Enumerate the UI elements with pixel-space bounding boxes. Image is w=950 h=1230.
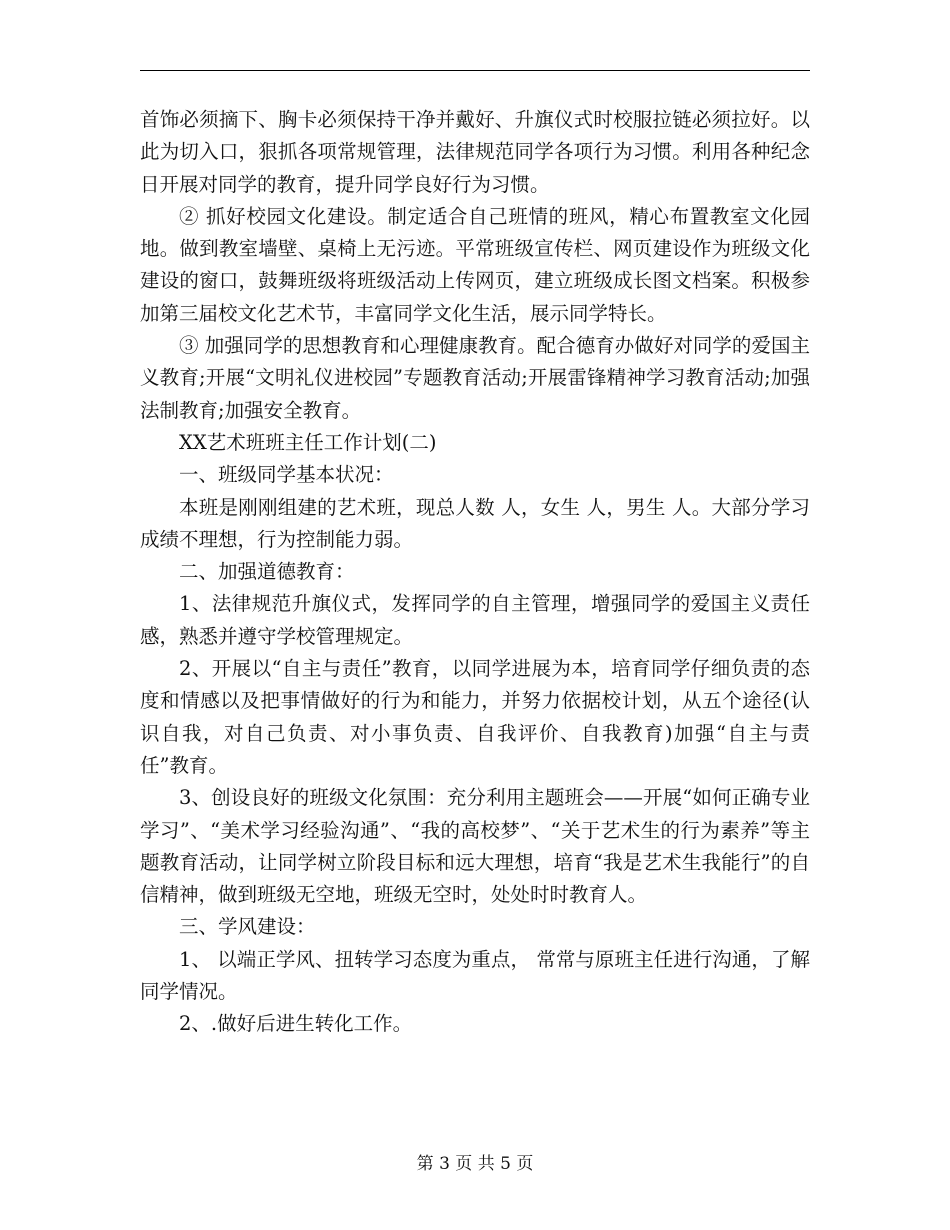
paragraph-study-item-1: 1、 以端正学风、扭转学习态度为重点， 常常与原班主任进行沟通，了解同学情况。 <box>140 947 810 1004</box>
section-title: XX艺术班班主任工作计划(二) <box>179 430 437 454</box>
document-body <box>140 104 810 1041</box>
paragraph-item-3: 3、创设良好的班级文化氛围：充分利用主题班会——开展“如何正确专业学习”、“美术学习经验沟通”、“我的高校梦”、“关于艺术生的行为素养”等主题教育活动，让同学树立阶段目标和远大理想，培育“我是艺术生我能行”的自信精神，做到班级无空地，班级无空时，处处时时教育人。 <box>140 786 810 907</box>
paragraph-study-item-2: 2、.做好后进生转化工作。 <box>179 1012 413 1036</box>
heading-class-status: 一、班级同学基本状况： <box>179 463 394 487</box>
paragraph-item-2: 2、开展以“自主与责任”教育，以同学进展为本，培育同学仔细负责的态度和情感以及把事情做好的行为和能力，并努力依据校计划，从五个途径(认识自我，对自己负责、对小事负责、自我评价、自我教育)加强“自主与责任”教育。 <box>140 657 810 777</box>
header-rule <box>140 70 810 71</box>
paragraph-campus-culture: ② 抓好校园文化建设。制定适合自己班情的班风，精心布置教室文化园地。做到教室墙壁、桌椅上无污迹。平常班级宣传栏、网页建设作为班级文化建设的窗口，鼓舞班级将班级活动上传网页，建立班级成长图文档案。积极参加第三届校文化艺术节，丰富同学文化生活，展示同学特长。 <box>140 204 810 325</box>
heading-study-style: 三、学风建设： <box>179 915 316 939</box>
paragraph-class-status: 本班是刚刚组建的艺术班，现总人数 人，女生 人，男生 人。大部分学习成绩不理想，行为控制能力弱。 <box>140 495 810 551</box>
paragraph-continuation: 首饰必须摘下、胸卡必须保持干净并戴好、升旗仪式时校服拉链必须拉好。以此为切入口，狠抓各项常规管理，法律规范同学各项行为习惯。利用各种纪念日开展对同学的教育，提升同学良好行为习惯。 <box>140 108 810 196</box>
heading-moral: 二、加强道德教育： <box>179 560 355 584</box>
paragraph-moral-education: ③ 加强同学的思想教育和心理健康教育。配合德育办做好对同学的爱国主义教育;开展“文明礼仪进校园”专题教育活动;开展雷锋精神学习教育活动;加强法制教育;加强安全教育。 <box>140 334 810 422</box>
paragraph-item-1: 1、法律规范升旗仪式，发挥同学的自主管理，增强同学的爱国主义责任感，熟悉并遵守学校管理规定。 <box>140 592 810 648</box>
page-footer: 第 3 页 共 5 页 <box>416 1154 534 1174</box>
